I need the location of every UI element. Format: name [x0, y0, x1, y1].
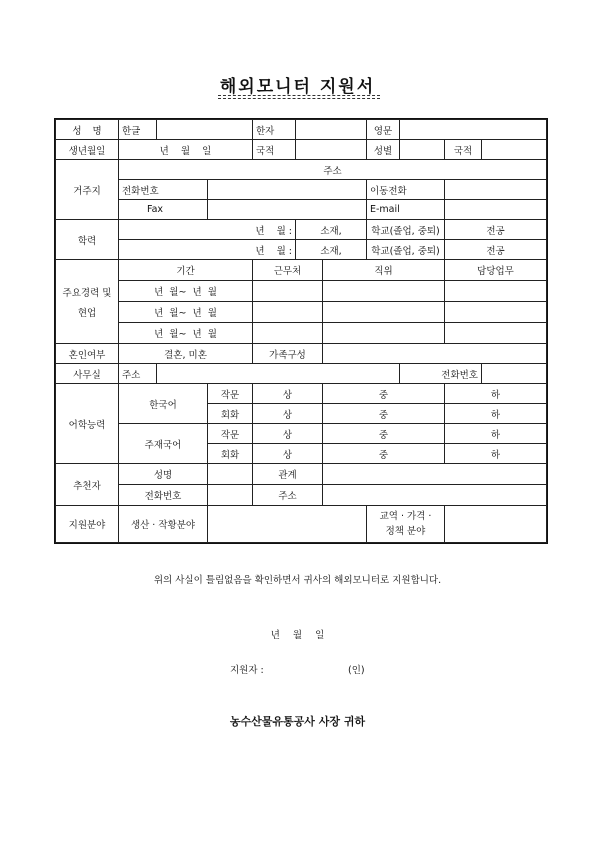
language-row-3 [56, 424, 547, 444]
career-row-3 [56, 323, 547, 344]
english-label: 영문 [367, 120, 400, 140]
career-duty-header: 담당업무 [445, 260, 547, 281]
mobile-label: 이동전화 [367, 180, 445, 200]
career-position-2[interactable] [323, 302, 445, 323]
language-label: 어학능력 [56, 384, 119, 464]
email-input[interactable] [445, 200, 547, 220]
field-1-label: 생산 · 작황분야 [119, 506, 208, 543]
korean-conversation-label: 회화 [208, 404, 253, 424]
career-period-header: 기간 [119, 260, 253, 281]
edu-major-1[interactable]: 전공 [445, 220, 547, 240]
name-label: 성 명 [56, 120, 119, 140]
edu-location-2[interactable]: 소재, [296, 240, 367, 260]
title-underline [218, 95, 380, 99]
education-label: 학력 [56, 220, 119, 260]
career-position-3[interactable] [323, 323, 445, 344]
recommender-row-1 [56, 464, 547, 485]
field-2-line2: 정책 분야 [385, 526, 426, 537]
birth-input[interactable]: 년 월 일 [119, 140, 253, 160]
rec-phone-input[interactable] [208, 485, 253, 506]
local-conversation-high[interactable]: 상 [253, 444, 323, 464]
addressee: 농수산물유통공사 사장 귀하 [229, 715, 366, 728]
english-input[interactable] [400, 120, 547, 140]
rec-address-input[interactable] [323, 485, 547, 506]
rec-name-label: 성명 [119, 464, 208, 485]
edu-major-2[interactable]: 전공 [445, 240, 547, 260]
applicant-label: 지원자 : [230, 665, 264, 676]
residence-row-1 [56, 160, 547, 180]
email-label: E-mail [367, 200, 445, 220]
residence-label: 거주지 [56, 160, 119, 220]
language-row-1 [56, 384, 547, 404]
career-position-header: 직위 [323, 260, 445, 281]
hangul-input[interactable] [157, 120, 253, 140]
nationality2-label: 국적 [445, 140, 482, 160]
office-label: 사무실 [56, 364, 119, 384]
edu-school-2[interactable]: 학교(졸업, 중퇴) [367, 240, 445, 260]
career-header-row [56, 260, 547, 281]
field-2-line1: 교역 · 가격 · [379, 511, 432, 522]
office-phone-label: 전화번호 [400, 364, 482, 384]
gender-input[interactable] [400, 140, 445, 160]
korean-writing-low[interactable]: 하 [445, 384, 547, 404]
edu-date-2[interactable]: 년 월 : [119, 240, 296, 260]
career-workplace-header: 근무처 [253, 260, 323, 281]
family-label: 가족구성 [253, 344, 323, 364]
field-row [56, 506, 547, 543]
career-workplace-1[interactable] [253, 281, 323, 302]
rec-relation-label: 관계 [253, 464, 323, 485]
date-line: 년 월 일 [270, 630, 325, 641]
application-form-table [55, 119, 547, 543]
rec-relation-input[interactable] [323, 464, 547, 485]
confirmation-text: 위의 사실이 틀림없음을 확인하면서 귀사의 해외모니터로 지원합니다. [153, 575, 442, 586]
office-address-label: 주소 [119, 364, 157, 384]
phone-label: 전화번호 [119, 180, 208, 200]
recommender-label: 추천자 [56, 464, 119, 506]
career-range-2[interactable]: 년 월~ 년 월 [119, 302, 253, 323]
fax-label: Fax [119, 200, 208, 220]
career-position-1[interactable] [323, 281, 445, 302]
hangul-label: 한글 [119, 120, 157, 140]
korean-writing-label: 작문 [208, 384, 253, 404]
seal-mark: (인) [348, 665, 365, 676]
phone-input[interactable] [208, 180, 367, 200]
nationality2-input[interactable] [482, 140, 547, 160]
birth-label: 생년월일 [56, 140, 119, 160]
local-writing-label: 작문 [208, 424, 253, 444]
local-writing-high[interactable]: 상 [253, 424, 323, 444]
education-row-2 [56, 240, 547, 260]
local-language-label: 주재국어 [119, 424, 208, 464]
name-row [56, 120, 547, 140]
korean-conversation-mid[interactable]: 중 [323, 404, 445, 424]
field-2-input[interactable] [445, 506, 547, 543]
korean-writing-high[interactable]: 상 [253, 384, 323, 404]
office-row [56, 364, 547, 384]
edu-date-1[interactable]: 년 월 : [119, 220, 296, 240]
mobile-input[interactable] [445, 180, 547, 200]
career-workplace-2[interactable] [253, 302, 323, 323]
residence-row-2 [56, 180, 547, 200]
career-label-line2: 현업 [77, 307, 97, 319]
education-row-1 [56, 220, 547, 240]
korean-conversation-low[interactable]: 하 [445, 404, 547, 424]
gender-label: 성별 [367, 140, 400, 160]
korean-writing-mid[interactable]: 중 [323, 384, 445, 404]
rec-phone-label: 전화번호 [119, 485, 208, 506]
career-duty-2[interactable] [445, 302, 547, 323]
rec-address-label: 주소 [253, 485, 323, 506]
career-workplace-3[interactable] [253, 323, 323, 344]
local-conversation-low[interactable]: 하 [445, 444, 547, 464]
form-title: 해외모니터 지원서 [219, 77, 376, 97]
recommender-row-2 [56, 485, 547, 506]
korean-conversation-high[interactable]: 상 [253, 404, 323, 424]
edu-school-1[interactable]: 학교(졸업, 중퇴) [367, 220, 445, 240]
hanja-label: 한자 [253, 120, 296, 140]
marital-row [56, 344, 547, 364]
career-range-3[interactable]: 년 월~ 년 월 [119, 323, 253, 344]
local-conversation-label: 회화 [208, 444, 253, 464]
nationality-label: 국적 [253, 140, 296, 160]
local-conversation-mid[interactable]: 중 [323, 444, 445, 464]
field-2-label [367, 506, 445, 543]
local-writing-mid[interactable]: 중 [323, 424, 445, 444]
nationality-input[interactable] [296, 140, 367, 160]
edu-location-1[interactable]: 소재, [296, 220, 367, 240]
career-label [56, 260, 119, 344]
fax-input[interactable] [208, 200, 367, 220]
rec-name-input[interactable] [208, 464, 253, 485]
office-phone-input[interactable] [482, 364, 547, 384]
family-input[interactable] [323, 344, 547, 364]
office-address-input[interactable] [157, 364, 400, 384]
residence-row-3 [56, 200, 547, 220]
korean-label: 한국어 [119, 384, 208, 424]
field-1-input[interactable] [208, 506, 367, 543]
local-writing-low[interactable]: 하 [445, 424, 547, 444]
career-duty-1[interactable] [445, 281, 547, 302]
marital-label: 혼인여부 [56, 344, 119, 364]
career-duty-3[interactable] [445, 323, 547, 344]
career-row-1 [56, 281, 547, 302]
birth-row [56, 140, 547, 160]
hanja-input[interactable] [296, 120, 367, 140]
career-label-line1: 주요경력 및 [62, 287, 112, 299]
field-label: 지원분야 [56, 506, 119, 543]
marital-value[interactable]: 결혼, 미혼 [119, 344, 253, 364]
address-label: 주소 [119, 160, 547, 180]
career-row-2 [56, 302, 547, 323]
career-range-1[interactable]: 년 월~ 년 월 [119, 281, 253, 302]
